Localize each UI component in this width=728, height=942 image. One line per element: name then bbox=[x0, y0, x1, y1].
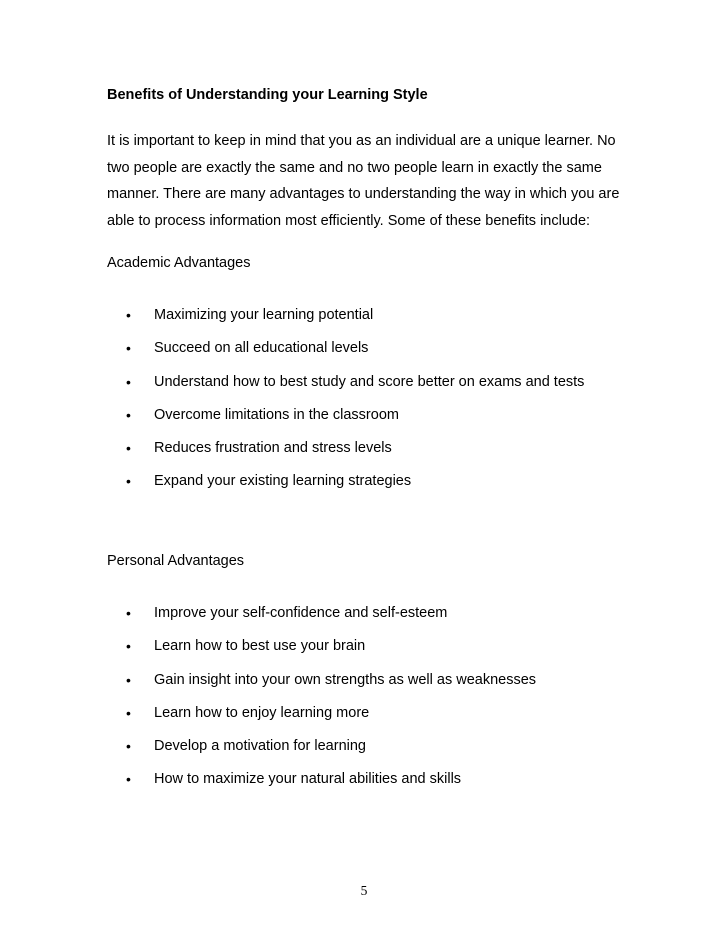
personal-advantages-list bbox=[0, 603, 728, 803]
bullet-icon: • bbox=[126, 340, 131, 357]
bullet-icon: • bbox=[126, 605, 131, 621]
list-item-text: Maximizing your learning potential bbox=[154, 307, 374, 323]
bullet-icon: • bbox=[126, 738, 131, 755]
list-item-text: Develop a motivation for learning bbox=[154, 738, 366, 755]
list-item bbox=[0, 305, 728, 338]
list-item bbox=[0, 703, 728, 736]
bullet-icon: • bbox=[126, 373, 131, 390]
list-item-text: Gain insight into your own strengths as well as weaknesses bbox=[154, 671, 537, 688]
bullet-icon: • bbox=[126, 440, 131, 457]
list-item-text: Learn how to best use your brain bbox=[154, 638, 366, 655]
list-item bbox=[0, 769, 728, 802]
list-item bbox=[0, 736, 728, 769]
list-item-text: Understand how to best study and score better on exams and tests bbox=[154, 373, 585, 390]
list-item bbox=[0, 636, 728, 669]
academic-advantages-title: Academic Advantages bbox=[107, 255, 251, 271]
list-item-text: Expand your existing learning strategies bbox=[154, 473, 412, 490]
bullet-icon: • bbox=[126, 671, 131, 688]
bullet-icon: • bbox=[126, 307, 131, 323]
list-item-text: Overcome limitations in the classroom bbox=[154, 406, 399, 423]
intro-line: able to process information most efficiently. Some of these benefits include: bbox=[107, 212, 591, 229]
list-item bbox=[0, 372, 728, 405]
section-heading: Benefits of Understanding your Learning Style bbox=[107, 87, 428, 103]
list-item-text: Learn how to enjoy learning more bbox=[154, 704, 370, 721]
intro-line: manner. There are many advantages to understanding the way in which you are bbox=[107, 186, 620, 202]
bullet-icon: • bbox=[126, 406, 131, 423]
list-item-text: Improve your self-confidence and self-esteem bbox=[154, 605, 448, 621]
list-item bbox=[0, 471, 728, 504]
list-item bbox=[0, 603, 728, 636]
page-number: 5 bbox=[360, 883, 368, 898]
list-item-text: Reduces frustration and stress levels bbox=[154, 440, 392, 457]
bullet-icon: • bbox=[126, 638, 131, 655]
personal-advantages-title: Personal Advantages bbox=[107, 553, 245, 569]
bullet-icon: • bbox=[126, 704, 131, 721]
list-item bbox=[0, 670, 728, 703]
intro-line: two people are exactly the same and no two people learn in exactly the same bbox=[107, 159, 602, 176]
list-item bbox=[0, 338, 728, 371]
list-item bbox=[0, 438, 728, 471]
list-item-text: How to maximize your natural abilities and skills bbox=[154, 771, 462, 788]
academic-advantages-list bbox=[0, 305, 728, 505]
intro-line: It is important to keep in mind that you as an individual are a unique learner. No bbox=[107, 133, 616, 149]
bullet-icon: • bbox=[126, 473, 131, 490]
bullet-icon: • bbox=[126, 771, 131, 788]
list-item bbox=[0, 405, 728, 438]
intro-paragraph bbox=[107, 128, 647, 234]
list-item-text: Succeed on all educational levels bbox=[154, 340, 369, 357]
